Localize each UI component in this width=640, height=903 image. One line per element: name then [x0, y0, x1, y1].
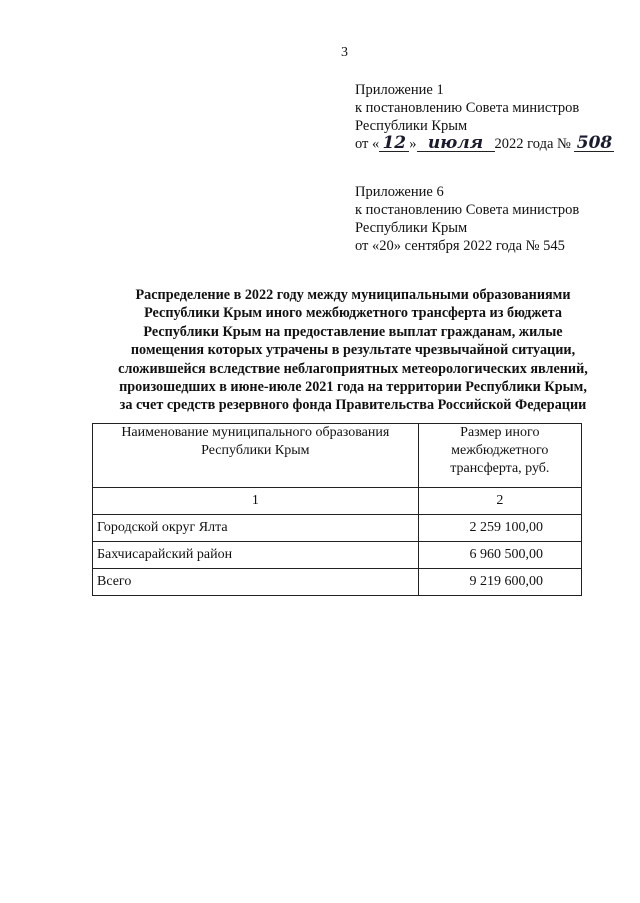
page-number: 3 [341, 45, 348, 60]
appendix-6-line-2: к постановлению Совета министров [355, 202, 580, 218]
handwritten-month [417, 133, 495, 153]
header-amount-cell [418, 424, 581, 488]
title-line: сложившейся вследствие неблагоприятных метеорологических явлений, [118, 360, 588, 377]
total-row [93, 569, 582, 596]
appendix-1-line-3: Республики Крым [355, 118, 468, 134]
handwritten-number [574, 133, 614, 153]
appendix-1-line-2: к постановлению Совета министров [355, 100, 580, 116]
month-value: июля [427, 133, 484, 153]
appendix-1-date-line [355, 135, 614, 153]
total-label: Всего [93, 569, 419, 596]
column-number: 2 [418, 488, 581, 515]
title-line: Распределение в 2022 году между муниципальными образованиями [135, 287, 571, 303]
title-line: произошедших в июне-июле 2021 года на территории Республики Крым, [119, 379, 587, 396]
title-line: Республики Крым на предоставление выплат гражданам, жилые [143, 323, 563, 340]
header-amount-line: Размер иного [460, 425, 540, 440]
transfer-table [92, 423, 582, 596]
appendix-6-header [355, 183, 579, 255]
header-name-cell [93, 424, 419, 488]
title-line: помещения которых утрачены в результате чрезвычайной ситуации, [130, 342, 576, 359]
day-suffix: » [409, 136, 417, 152]
appendix-6-line-4: от «20» сентября 2022 года № 545 [355, 238, 565, 254]
table-row [93, 542, 582, 569]
appendix-6-line-3: Республики Крым [355, 220, 468, 236]
header-amount-line: межбюджетного [451, 443, 549, 458]
day-value: 12 [382, 133, 407, 153]
table-header-row [93, 424, 582, 488]
year-text: 2022 года № [494, 136, 571, 152]
header-name-line: Республики Крым [201, 443, 310, 458]
column-number: 1 [93, 488, 419, 515]
appendix-1-header [355, 81, 614, 153]
title-line: Республики Крым иного межбюджетного трансферта из бюджета [144, 305, 562, 322]
header-amount-line: трансферта, руб. [450, 461, 550, 476]
date-prefix: от « [355, 136, 380, 152]
transfer-amount: 6 960 500,00 [418, 542, 581, 569]
total-amount: 9 219 600,00 [418, 569, 581, 596]
number-value: 508 [576, 133, 613, 153]
handwritten-day [379, 133, 409, 153]
transfer-amount: 2 259 100,00 [418, 515, 581, 542]
municipality-name: Бахчисарайский район [93, 542, 419, 569]
column-number-row [93, 488, 582, 515]
appendix-6-title: Приложение 6 [355, 184, 444, 200]
table-row [93, 515, 582, 542]
municipality-name: Городской округ Ялта [93, 515, 419, 542]
header-name-line: Наименование муниципального образования [121, 425, 390, 440]
appendix-1-title: Приложение 1 [355, 82, 444, 98]
title-line: за счет средств резервного фонда Правительства Российской Федерации [119, 397, 587, 414]
document-title [98, 286, 608, 415]
